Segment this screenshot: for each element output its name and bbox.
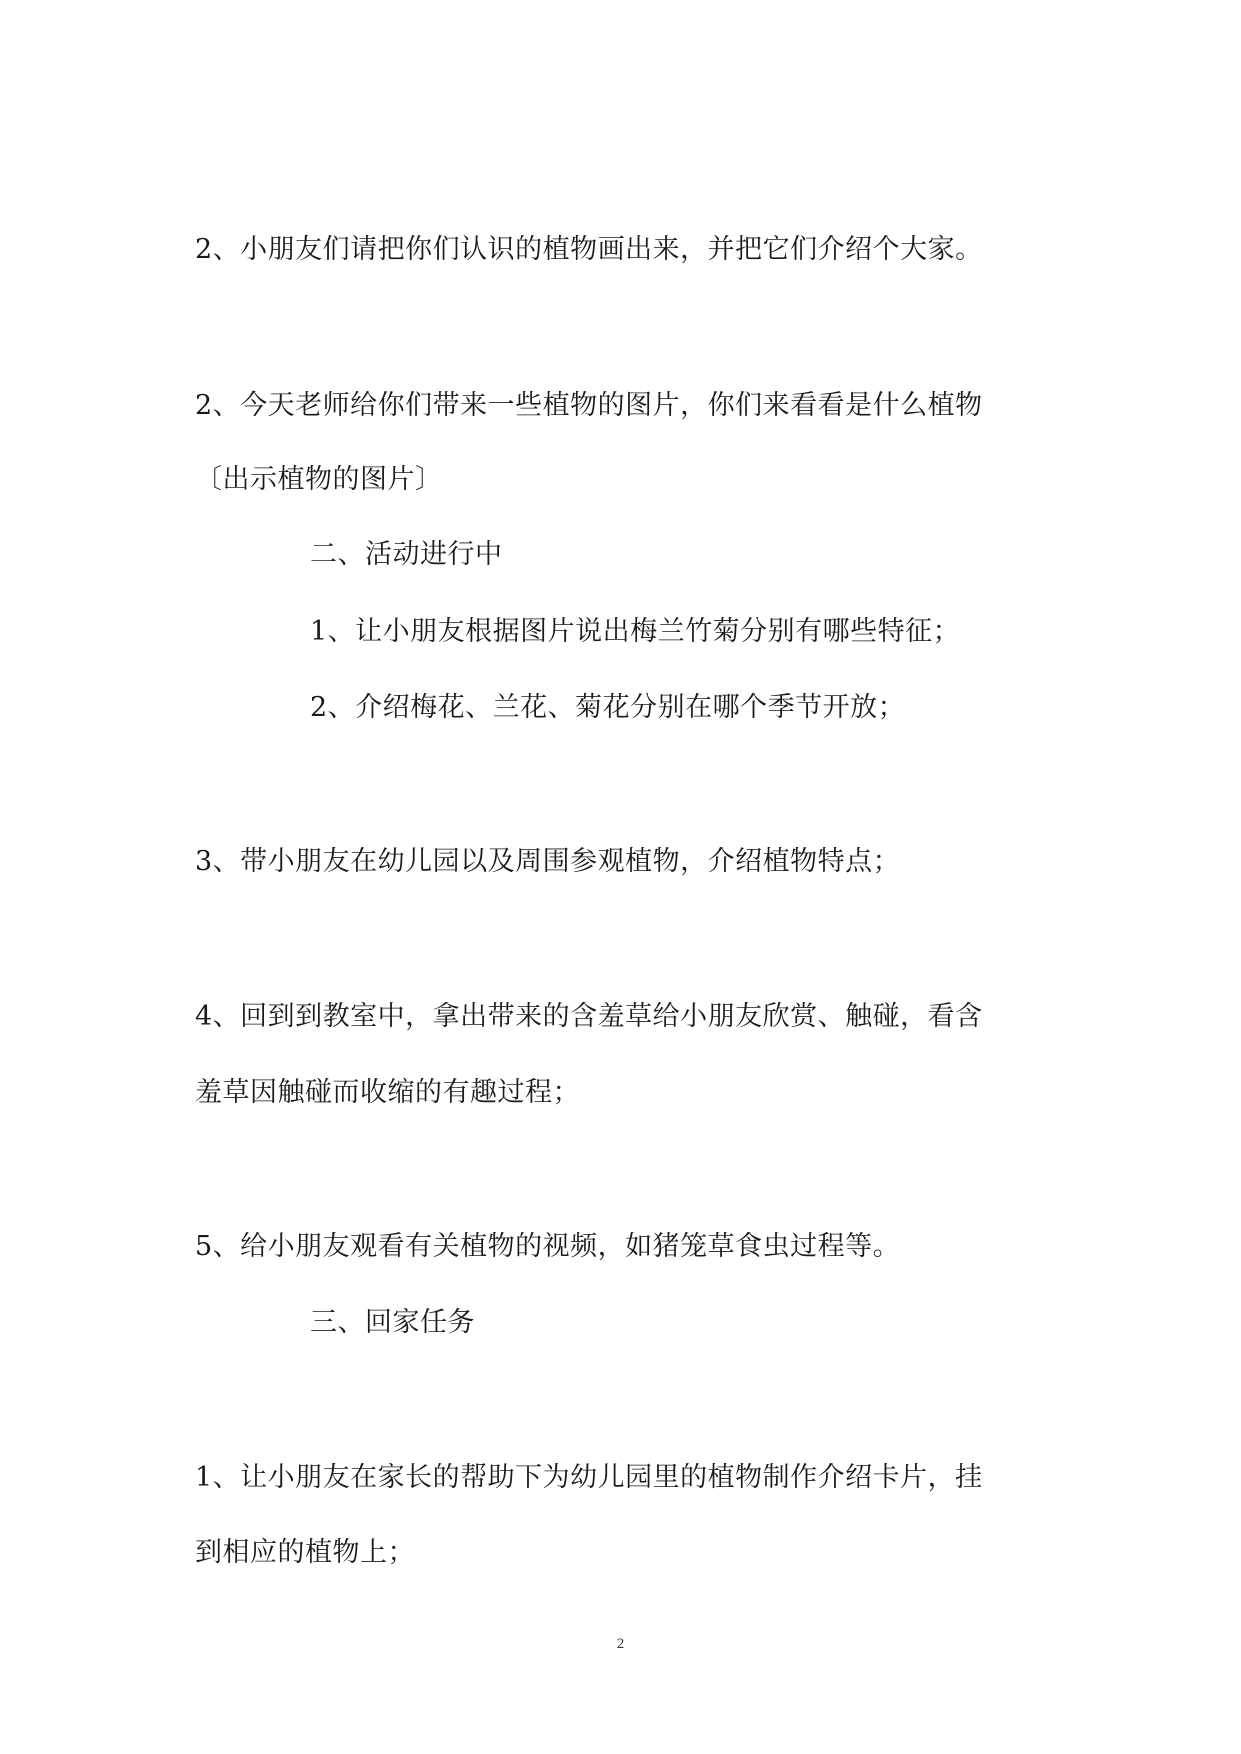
paragraph-line: 2、介绍梅花、兰花、菊花分别在哪个季节开放； (310, 692, 906, 723)
paragraph-line: 〔出示植物的图片〕 (195, 464, 443, 495)
paragraph-line: 2、今天老师给你们带来一些植物的图片，你们来看看是什么植物 (195, 390, 983, 421)
paragraph-line: 2、小朋友们请把你们认识的植物画出来，并把它们介绍个大家。 (195, 234, 983, 265)
section-heading: 二、活动进行中 (310, 539, 503, 570)
paragraph-line: 4、回到到教室中，拿出带来的含羞草给小朋友欣赏、触碰，看含 (195, 1001, 983, 1032)
paragraph-line: 5、给小朋友观看有关植物的视频，如猪笼草食虫过程等。 (195, 1231, 901, 1262)
paragraph-line: 1、让小朋友在家长的帮助下为幼儿园里的植物制作介绍卡片，挂 (195, 1462, 983, 1493)
paragraph-line: 到相应的植物上； (195, 1537, 415, 1568)
paragraph-line: 1、让小朋友根据图片说出梅兰竹菊分别有哪些特征； (310, 616, 961, 647)
section-heading: 三、回家任务 (310, 1307, 475, 1338)
paragraph-line: 羞草因触碰而收缩的有趣过程； (195, 1077, 580, 1108)
paragraph-line: 3、带小朋友在幼儿园以及周围参观植物，介绍植物特点； (195, 846, 901, 877)
page-number: 2 (616, 1636, 625, 1652)
